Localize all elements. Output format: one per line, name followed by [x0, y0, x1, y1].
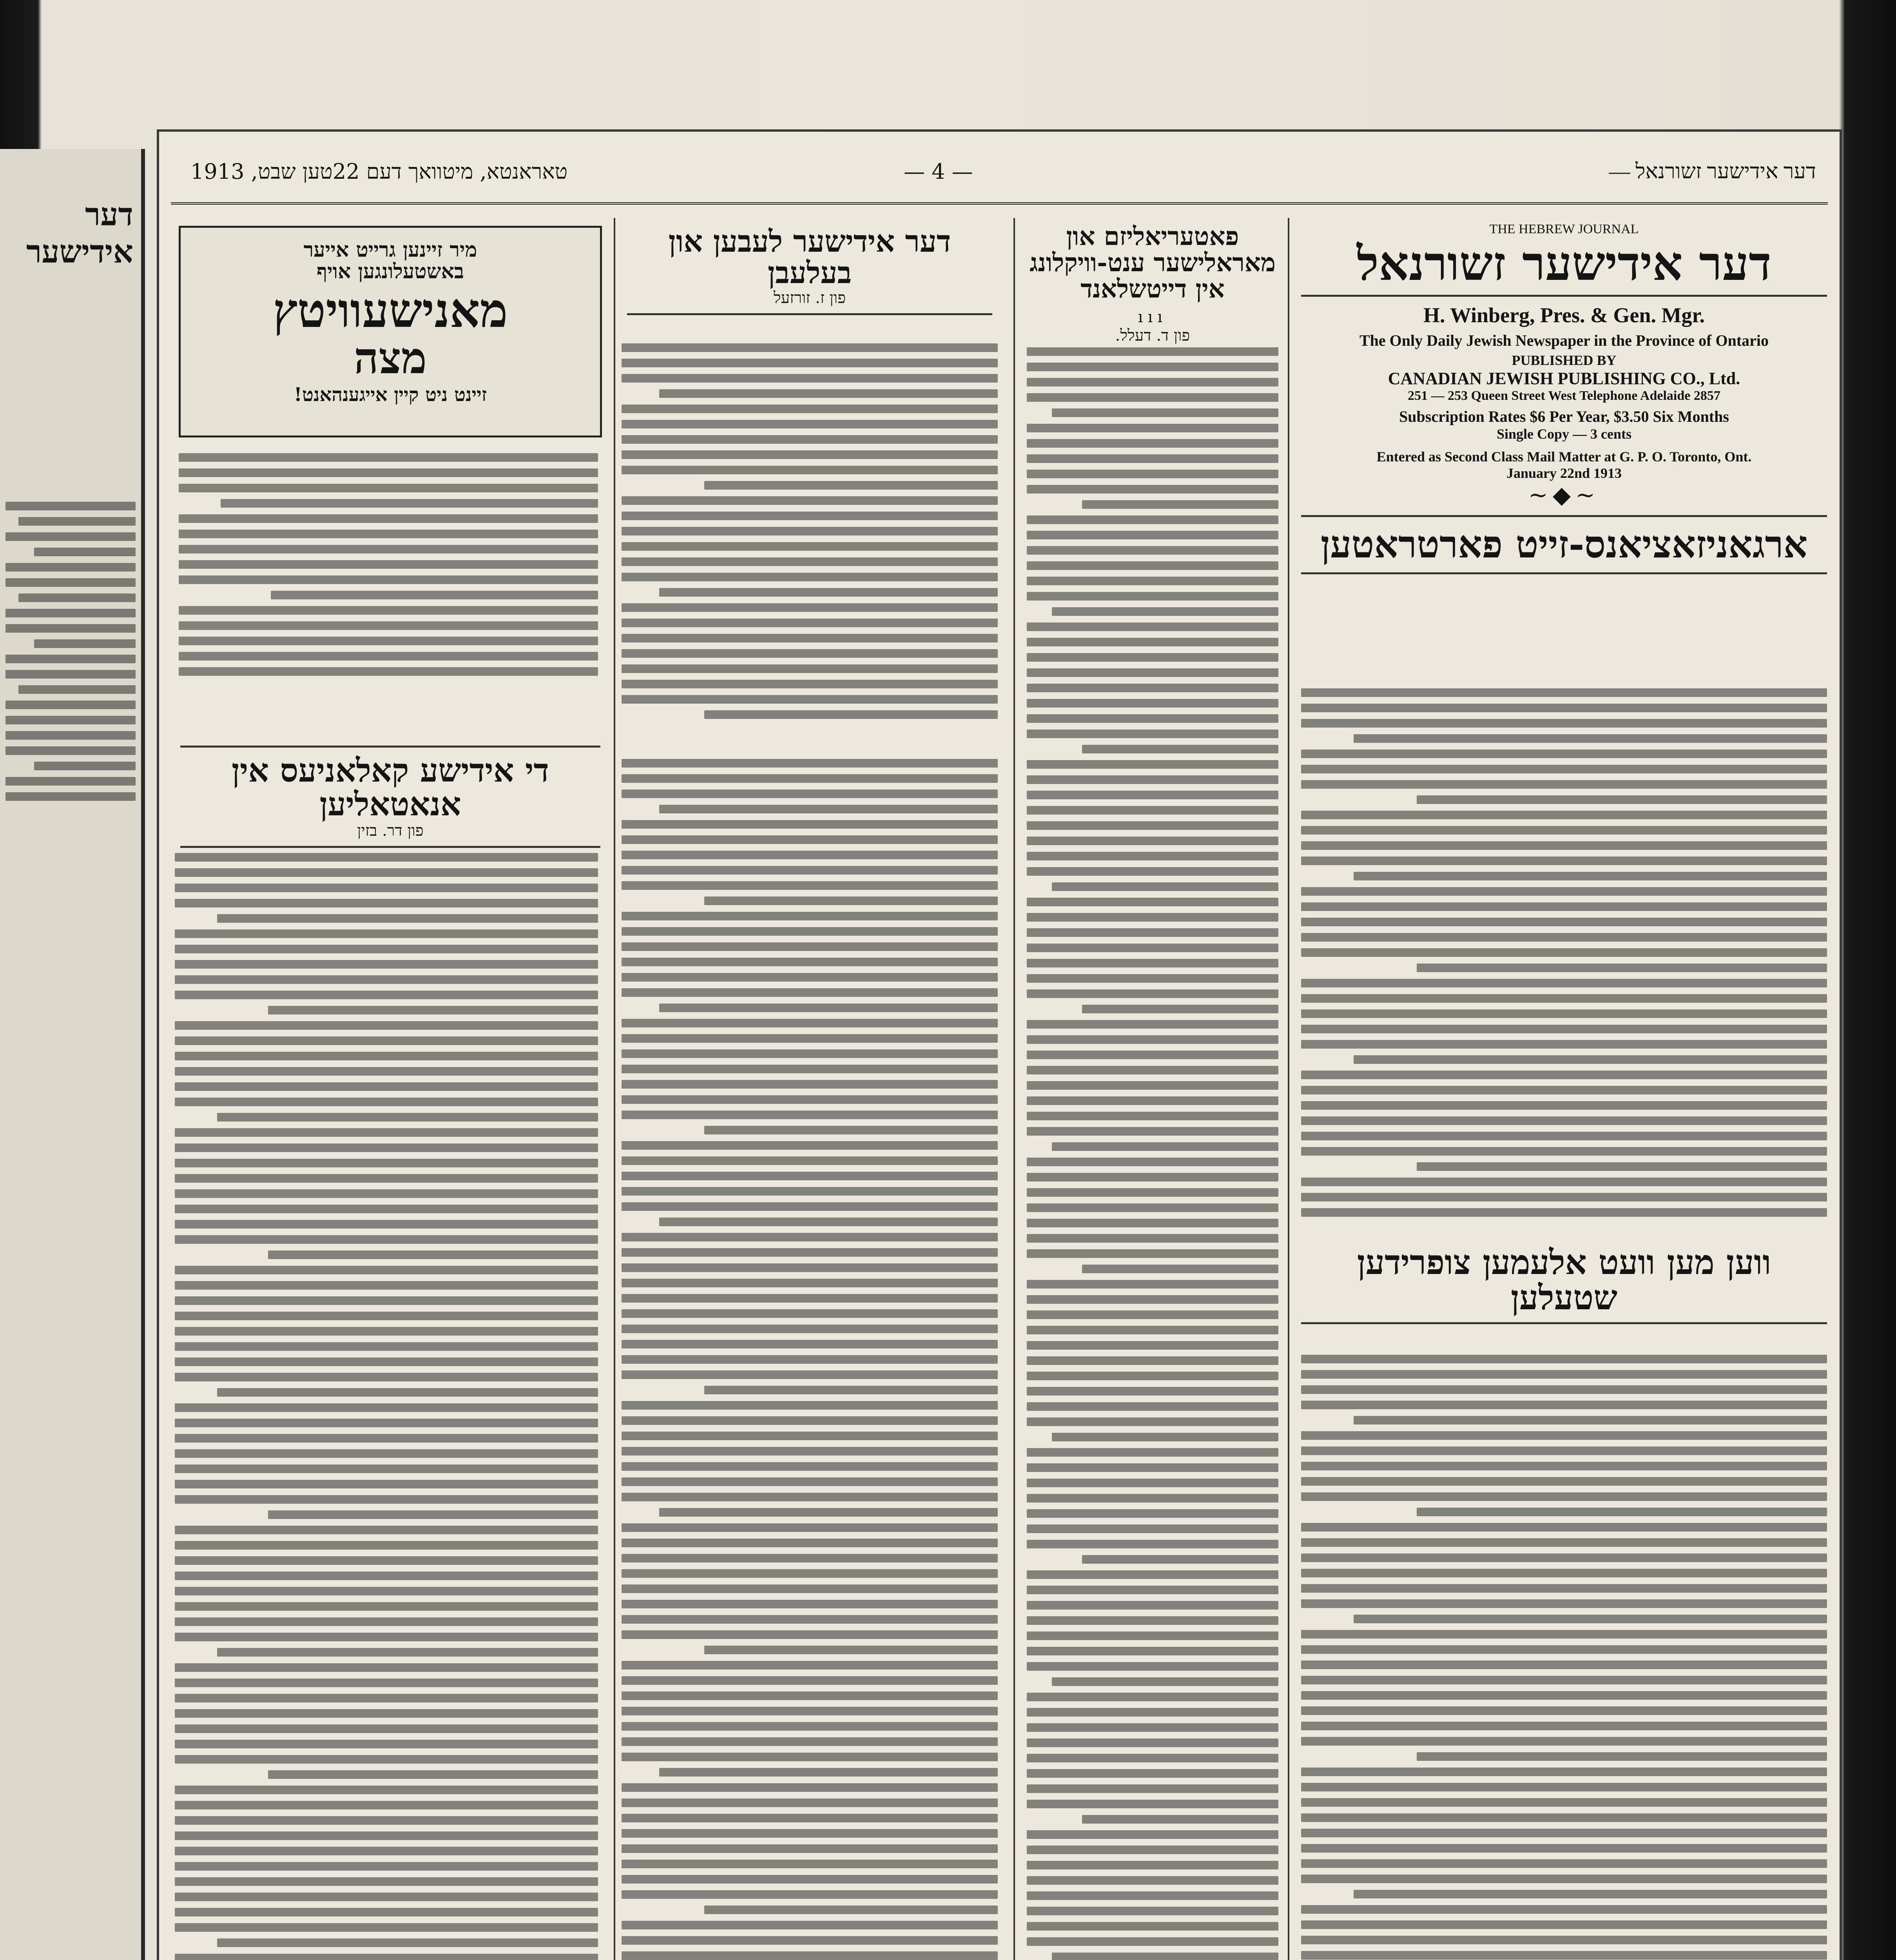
ornament: ~◆~ — [1528, 481, 1600, 509]
masthead-english-small: THE HEBREW JOURNAL — [1489, 222, 1639, 236]
article-jewish-life — [622, 226, 998, 321]
ad-line-3: זיינט ניט קיין אייגענהאנט! — [294, 383, 487, 406]
company-name: CANADIAN JEWISH PUBLISHING CO., Ltd. — [1388, 369, 1740, 388]
previous-page-header: דער אידישער — [26, 196, 133, 270]
page-header-date: טאראנטא, מיטוואך דעם 22טען שבט, 1913 — [190, 159, 568, 184]
article-body — [175, 853, 598, 1960]
issue-date: January 22nd 1913 — [1506, 465, 1622, 481]
matzo-followup-text — [179, 453, 598, 682]
article-byline: פון ז. זורזעל — [773, 289, 846, 307]
article-headline: פאטעריאליזם און מאראלישער ענט-וויקלונג אין דייטשלאנד — [1030, 222, 1276, 304]
column-rule — [1013, 218, 1015, 1960]
single-copy-price: Single Copy — 3 cents — [1496, 426, 1632, 442]
article-body-continued — [622, 759, 998, 1960]
mail-entry-notice: Entered as Second Class Mail Matter at G. P. O. Toronto, Ont. — [1376, 449, 1752, 465]
article-body — [622, 343, 998, 726]
editorial-headline-2: ווען מען וועט אלעמען צופרידען שטעלען — [1357, 1243, 1771, 1318]
editorial-headline: ארגאניזאציאנס-זייט פארטראטען — [1320, 522, 1808, 566]
previous-page-strip — [0, 149, 145, 1960]
publisher-line: H. Winberg, Pres. & Gen. Mgr. — [1423, 303, 1705, 327]
column-rule — [1288, 218, 1289, 1960]
editorial-body — [1301, 688, 1827, 1223]
header-rule — [171, 202, 1828, 205]
ornament: ııı — [1138, 308, 1167, 326]
published-by: PUBLISHED BY — [1512, 352, 1617, 368]
ad-line-1: מיר זיינען גרייט אייער — [303, 238, 477, 262]
page-header-title: דער אידישער זשורנאל — — [1609, 160, 1816, 183]
ad-product: מצה — [353, 333, 427, 384]
tagline: The Only Daily Jewish Newspaper in the Province of Ontario — [1359, 332, 1769, 349]
subscription-rates: Subscription Rates $6 Per Year, $3.50 Six Months — [1399, 408, 1729, 425]
article-byline: פון דר. בזין — [357, 822, 424, 840]
article-anatolia — [175, 739, 606, 854]
article-body — [1027, 347, 1278, 1960]
newspaper-page — [157, 129, 1842, 1960]
editorial-body-2 — [1301, 1355, 1827, 1960]
company-address: 251 — 253 Queen Street West Telephone Adelaide 2857 — [1408, 388, 1720, 403]
article-byline: פון ד. דעלל. — [1115, 326, 1190, 345]
matzo-advertisement — [179, 226, 602, 437]
left-area — [167, 218, 1006, 1960]
article-materialism — [1021, 218, 1284, 1960]
ad-brand: מאנישעוויטץ — [273, 283, 508, 339]
masthead-title: דער אידישער זשורנאל — [1357, 236, 1771, 291]
page-number: — 4 — — [904, 159, 973, 184]
masthead-column — [1296, 218, 1833, 1960]
article-headline: די אידישע קאלאניעס אין אנאטאליען — [232, 752, 549, 824]
ad-line-2: באשטעלונגען אויף — [317, 259, 464, 283]
article-headline: דער אידישער לעבען און בעלעבן — [668, 224, 951, 290]
